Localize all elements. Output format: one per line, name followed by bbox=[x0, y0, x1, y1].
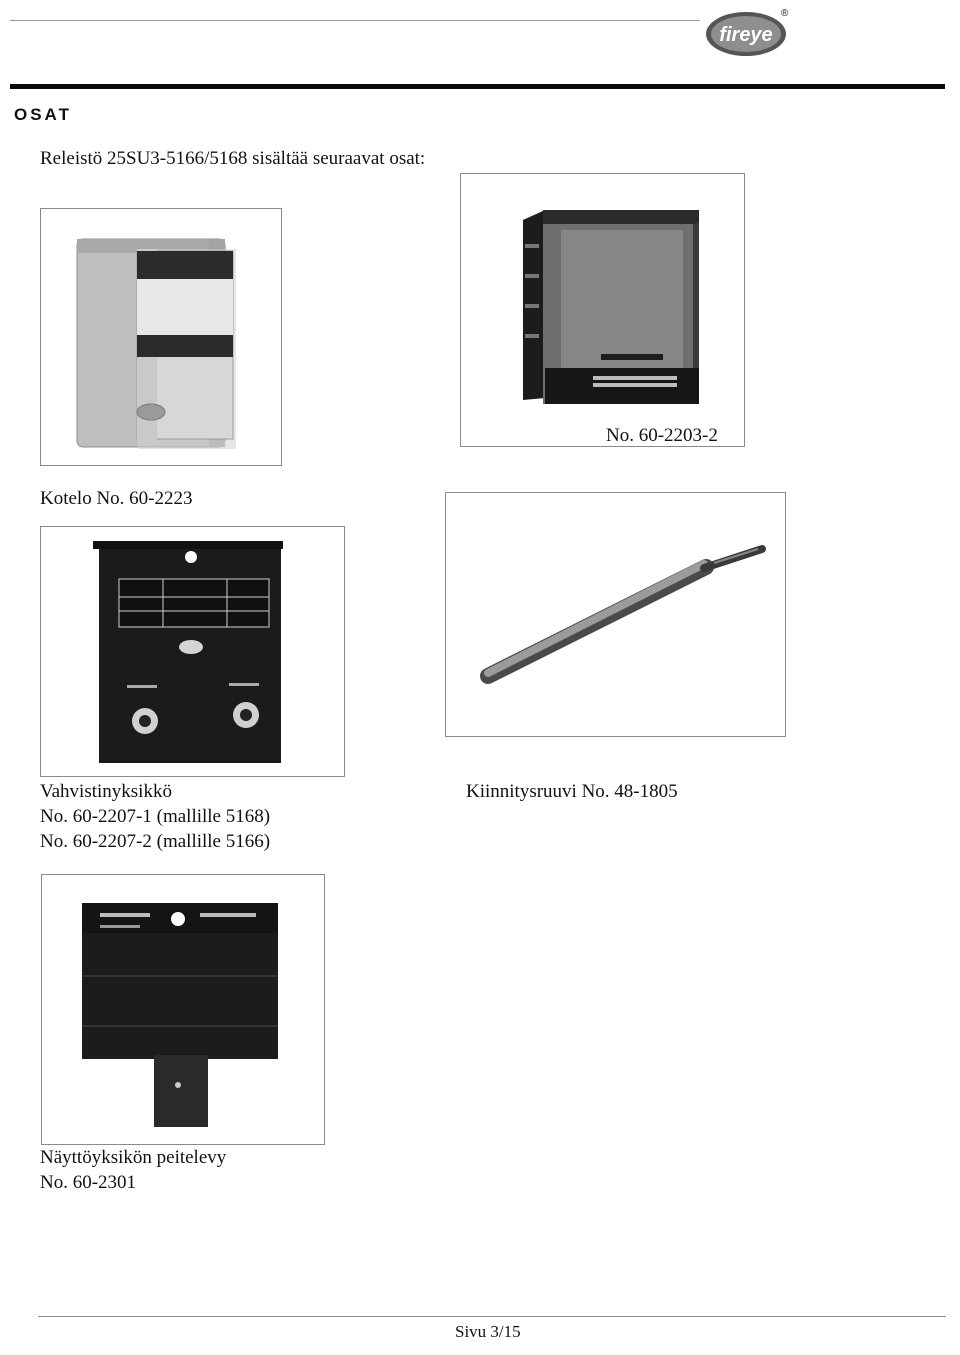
header-thin-rule bbox=[10, 20, 700, 21]
cover-caption bbox=[40, 1145, 226, 1195]
page-number: Sivu 3/15 bbox=[455, 1322, 521, 1341]
logo-text: fireye bbox=[719, 24, 773, 46]
header-thick-rule bbox=[10, 84, 945, 89]
fireye-logo bbox=[704, 10, 788, 58]
housing-caption: Kotelo No. 60-2223 bbox=[40, 488, 193, 509]
chassis-image bbox=[460, 173, 745, 447]
intro-text: Releistö 25SU3-5166/5168 sisältää seuraavat osat: bbox=[40, 148, 426, 169]
registered-mark: ® bbox=[781, 8, 789, 19]
screw-caption: Kiinnitysruuvi No. 48-1805 bbox=[466, 781, 678, 802]
cover-caption-line-1: Näyttöyksikön peitelevy bbox=[40, 1147, 227, 1168]
amplifier-caption-line-1: Vahvistinyksikkö bbox=[40, 781, 172, 802]
screw-image bbox=[445, 492, 786, 737]
housing-image bbox=[40, 208, 282, 466]
amplifier-caption-line-2: No. 60-2207-1 (mallille 5168) bbox=[40, 806, 271, 827]
cover-caption-line-2: No. 60-2301 bbox=[40, 1172, 137, 1193]
chassis-caption: No. 60-2203-2 bbox=[606, 425, 718, 446]
footer-rule bbox=[38, 1316, 946, 1317]
section-title: OSAT bbox=[14, 105, 72, 124]
amplifier-image bbox=[40, 526, 345, 777]
cover-image bbox=[41, 874, 325, 1145]
amplifier-caption bbox=[40, 779, 270, 854]
amplifier-caption-line-3: No. 60-2207-2 (mallille 5166) bbox=[40, 831, 271, 852]
